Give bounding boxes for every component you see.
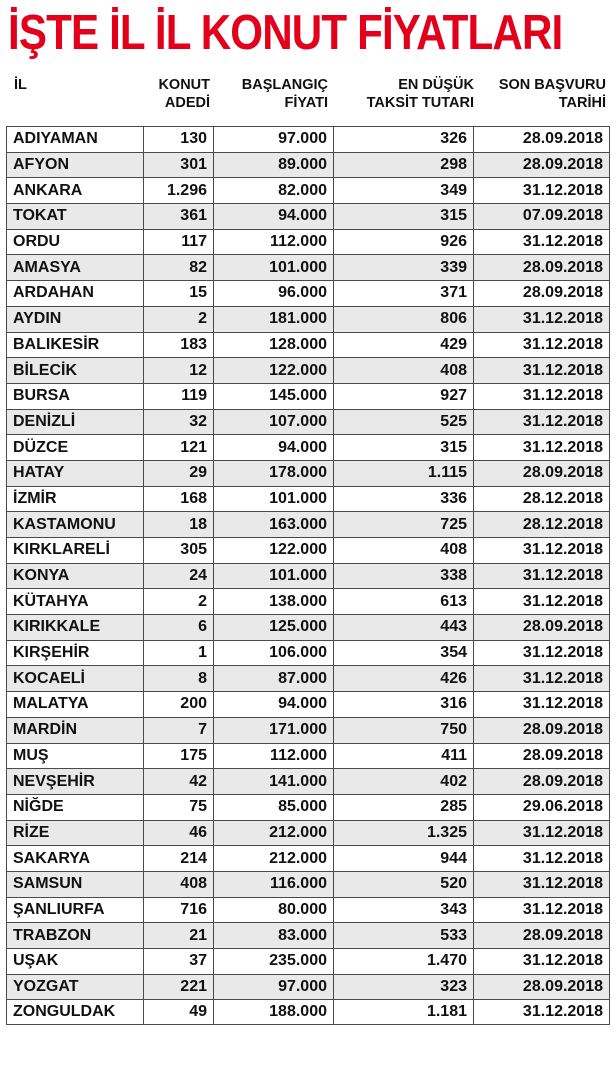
cell-konut-adedi: 408 [144, 871, 214, 897]
cell-baslangic-fiyati: 235.000 [214, 948, 334, 974]
cell-son-basvuru-tarihi: 28.09.2018 [474, 717, 610, 743]
cell-son-basvuru-tarihi: 28.09.2018 [474, 152, 610, 178]
table-row [6, 820, 610, 846]
header-il [14, 76, 27, 94]
cell-son-basvuru-tarihi: 31.12.2018 [474, 691, 610, 717]
cell-il: MUŞ [6, 743, 144, 769]
cell-baslangic-fiyati: 96.000 [214, 280, 334, 306]
cell-baslangic-fiyati: 87.000 [214, 665, 334, 691]
table-row [6, 383, 610, 409]
cell-son-basvuru-tarihi: 31.12.2018 [474, 357, 610, 383]
cell-konut-adedi: 716 [144, 897, 214, 923]
cell-son-basvuru-tarihi: 31.12.2018 [474, 820, 610, 846]
cell-konut-adedi: 119 [144, 383, 214, 409]
cell-taksit-tutari: 725 [334, 511, 474, 537]
cell-taksit-tutari: 443 [334, 614, 474, 640]
table-row [6, 665, 610, 691]
cell-taksit-tutari: 806 [334, 306, 474, 332]
cell-konut-adedi: 18 [144, 511, 214, 537]
cell-konut-adedi: 200 [144, 691, 214, 717]
cell-il: KIRKLARELİ [6, 537, 144, 563]
cell-il: KASTAMONU [6, 511, 144, 537]
cell-son-basvuru-tarihi: 28.09.2018 [474, 768, 610, 794]
cell-baslangic-fiyati: 145.000 [214, 383, 334, 409]
cell-son-basvuru-tarihi: 31.12.2018 [474, 332, 610, 358]
cell-taksit-tutari: 944 [334, 845, 474, 871]
cell-il: MALATYA [6, 691, 144, 717]
cell-baslangic-fiyati: 112.000 [214, 229, 334, 255]
header-fiyat-line-1: BAŞLANGIÇ [241, 77, 328, 93]
cell-baslangic-fiyati: 82.000 [214, 177, 334, 203]
header-en-dusuk-taksit [348, 76, 474, 112]
table-row [6, 486, 610, 512]
table-row [6, 871, 610, 897]
cell-il: ŞANLIURFA [6, 897, 144, 923]
cell-baslangic-fiyati: 122.000 [214, 537, 334, 563]
cell-taksit-tutari: 533 [334, 922, 474, 948]
cell-son-basvuru-tarihi: 31.12.2018 [474, 409, 610, 435]
cell-konut-adedi: 12 [144, 357, 214, 383]
table-row [6, 357, 610, 383]
cell-baslangic-fiyati: 125.000 [214, 614, 334, 640]
cell-il: UŞAK [6, 948, 144, 974]
cell-baslangic-fiyati: 94.000 [214, 434, 334, 460]
cell-son-basvuru-tarihi: 31.12.2018 [474, 871, 610, 897]
cell-konut-adedi: 1 [144, 640, 214, 666]
cell-taksit-tutari: 426 [334, 665, 474, 691]
table-row [6, 743, 610, 769]
table-row [6, 511, 610, 537]
cell-taksit-tutari: 315 [334, 203, 474, 229]
cell-taksit-tutari: 520 [334, 871, 474, 897]
cell-baslangic-fiyati: 106.000 [214, 640, 334, 666]
cell-il: NİĞDE [6, 794, 144, 820]
cell-son-basvuru-tarihi: 31.12.2018 [474, 665, 610, 691]
cell-konut-adedi: 46 [144, 820, 214, 846]
table-row [6, 306, 610, 332]
table-row [6, 794, 610, 820]
cell-baslangic-fiyati: 112.000 [214, 743, 334, 769]
cell-konut-adedi: 168 [144, 486, 214, 512]
header-son-basvuru-tarihi [484, 76, 606, 112]
cell-son-basvuru-tarihi: 31.12.2018 [474, 229, 610, 255]
cell-konut-adedi: 221 [144, 974, 214, 1000]
table-row [6, 177, 610, 203]
cell-il: TOKAT [6, 203, 144, 229]
cell-konut-adedi: 214 [144, 845, 214, 871]
cell-taksit-tutari: 927 [334, 383, 474, 409]
cell-konut-adedi: 42 [144, 768, 214, 794]
cell-konut-adedi: 183 [144, 332, 214, 358]
table-row [6, 948, 610, 974]
cell-baslangic-fiyati: 94.000 [214, 691, 334, 717]
cell-il: ARDAHAN [6, 280, 144, 306]
cell-il: KIRŞEHİR [6, 640, 144, 666]
cell-taksit-tutari: 613 [334, 588, 474, 614]
cell-son-basvuru-tarihi: 28.09.2018 [474, 922, 610, 948]
table-row [6, 434, 610, 460]
cell-son-basvuru-tarihi: 31.12.2018 [474, 537, 610, 563]
cell-son-basvuru-tarihi: 31.12.2018 [474, 306, 610, 332]
cell-konut-adedi: 301 [144, 152, 214, 178]
cell-son-basvuru-tarihi: 31.12.2018 [474, 434, 610, 460]
header-fiyat-line-2: FİYATI [284, 95, 328, 111]
cell-baslangic-fiyati: 101.000 [214, 486, 334, 512]
table-row [6, 409, 610, 435]
cell-baslangic-fiyati: 188.000 [214, 999, 334, 1025]
cell-baslangic-fiyati: 138.000 [214, 588, 334, 614]
cell-taksit-tutari: 354 [334, 640, 474, 666]
cell-son-basvuru-tarihi: 28.12.2018 [474, 486, 610, 512]
cell-baslangic-fiyati: 101.000 [214, 563, 334, 589]
cell-son-basvuru-tarihi: 31.12.2018 [474, 845, 610, 871]
cell-konut-adedi: 6 [144, 614, 214, 640]
cell-konut-adedi: 361 [144, 203, 214, 229]
cell-il: RİZE [6, 820, 144, 846]
cell-taksit-tutari: 408 [334, 537, 474, 563]
cell-baslangic-fiyati: 141.000 [214, 768, 334, 794]
cell-il: BİLECİK [6, 357, 144, 383]
cell-son-basvuru-tarihi: 28.09.2018 [474, 126, 610, 152]
cell-il: YOZGAT [6, 974, 144, 1000]
cell-konut-adedi: 1.296 [144, 177, 214, 203]
cell-il: SAKARYA [6, 845, 144, 871]
cell-konut-adedi: 82 [144, 254, 214, 280]
cell-konut-adedi: 29 [144, 460, 214, 486]
cell-il: BALIKESİR [6, 332, 144, 358]
table-row [6, 203, 610, 229]
table-row [6, 691, 610, 717]
table-row [6, 614, 610, 640]
table-row [6, 254, 610, 280]
cell-taksit-tutari: 315 [334, 434, 474, 460]
header-il-line-1: İL [14, 77, 27, 93]
table-row [6, 280, 610, 306]
cell-baslangic-fiyati: 163.000 [214, 511, 334, 537]
cell-taksit-tutari: 1.470 [334, 948, 474, 974]
cell-son-basvuru-tarihi: 07.09.2018 [474, 203, 610, 229]
table-row [6, 537, 610, 563]
cell-il: BURSA [6, 383, 144, 409]
cell-son-basvuru-tarihi: 28.09.2018 [474, 280, 610, 306]
cell-baslangic-fiyati: 128.000 [214, 332, 334, 358]
header-konut-line-2: ADEDİ [164, 95, 210, 111]
cell-son-basvuru-tarihi: 28.09.2018 [474, 460, 610, 486]
cell-taksit-tutari: 1.325 [334, 820, 474, 846]
cell-taksit-tutari: 429 [334, 332, 474, 358]
table-row [6, 563, 610, 589]
header-tarih-line-1: SON BAŞVURU [498, 77, 606, 93]
cell-baslangic-fiyati: 212.000 [214, 845, 334, 871]
cell-konut-adedi: 305 [144, 537, 214, 563]
cell-konut-adedi: 15 [144, 280, 214, 306]
cell-taksit-tutari: 298 [334, 152, 474, 178]
cell-il: İZMİR [6, 486, 144, 512]
page-title: İŞTE İL İL KONUT FİYATLARI [8, 6, 563, 60]
cell-son-basvuru-tarihi: 31.12.2018 [474, 177, 610, 203]
cell-konut-adedi: 75 [144, 794, 214, 820]
cell-konut-adedi: 32 [144, 409, 214, 435]
cell-taksit-tutari: 1.115 [334, 460, 474, 486]
table-row [6, 332, 610, 358]
cell-konut-adedi: 2 [144, 588, 214, 614]
cell-son-basvuru-tarihi: 31.12.2018 [474, 640, 610, 666]
cell-baslangic-fiyati: 83.000 [214, 922, 334, 948]
cell-il: KÜTAHYA [6, 588, 144, 614]
header-tarih-line-2: TARİHİ [558, 95, 606, 111]
cell-konut-adedi: 24 [144, 563, 214, 589]
header-konut-adedi [144, 76, 210, 112]
cell-taksit-tutari: 402 [334, 768, 474, 794]
cell-baslangic-fiyati: 178.000 [214, 460, 334, 486]
housing-price-table [6, 126, 610, 1025]
cell-son-basvuru-tarihi: 31.12.2018 [474, 588, 610, 614]
cell-son-basvuru-tarihi: 31.12.2018 [474, 948, 610, 974]
cell-taksit-tutari: 371 [334, 280, 474, 306]
cell-baslangic-fiyati: 212.000 [214, 820, 334, 846]
cell-il: ORDU [6, 229, 144, 255]
table-row [6, 922, 610, 948]
table-row [6, 229, 610, 255]
cell-taksit-tutari: 750 [334, 717, 474, 743]
cell-il: KOCAELİ [6, 665, 144, 691]
table-row [6, 897, 610, 923]
cell-son-basvuru-tarihi: 28.09.2018 [474, 743, 610, 769]
cell-taksit-tutari: 926 [334, 229, 474, 255]
cell-son-basvuru-tarihi: 28.09.2018 [474, 974, 610, 1000]
cell-taksit-tutari: 316 [334, 691, 474, 717]
cell-baslangic-fiyati: 94.000 [214, 203, 334, 229]
cell-konut-adedi: 7 [144, 717, 214, 743]
cell-taksit-tutari: 525 [334, 409, 474, 435]
table-row [6, 126, 610, 152]
cell-il: TRABZON [6, 922, 144, 948]
cell-taksit-tutari: 349 [334, 177, 474, 203]
cell-taksit-tutari: 343 [334, 897, 474, 923]
cell-konut-adedi: 8 [144, 665, 214, 691]
table-row [6, 588, 610, 614]
cell-baslangic-fiyati: 181.000 [214, 306, 334, 332]
cell-taksit-tutari: 408 [334, 357, 474, 383]
cell-il: KONYA [6, 563, 144, 589]
cell-baslangic-fiyati: 171.000 [214, 717, 334, 743]
table-row [6, 845, 610, 871]
cell-il: ADIYAMAN [6, 126, 144, 152]
cell-il: NEVŞEHİR [6, 768, 144, 794]
table-row [6, 768, 610, 794]
table-row [6, 999, 610, 1025]
cell-baslangic-fiyati: 97.000 [214, 974, 334, 1000]
cell-konut-adedi: 117 [144, 229, 214, 255]
cell-son-basvuru-tarihi: 28.09.2018 [474, 254, 610, 280]
cell-taksit-tutari: 285 [334, 794, 474, 820]
cell-il: DÜZCE [6, 434, 144, 460]
header-konut-line-1: KONUT [158, 77, 210, 93]
cell-taksit-tutari: 326 [334, 126, 474, 152]
cell-konut-adedi: 2 [144, 306, 214, 332]
cell-baslangic-fiyati: 116.000 [214, 871, 334, 897]
cell-taksit-tutari: 411 [334, 743, 474, 769]
cell-il: ANKARA [6, 177, 144, 203]
cell-baslangic-fiyati: 89.000 [214, 152, 334, 178]
cell-son-basvuru-tarihi: 28.09.2018 [474, 614, 610, 640]
header-taksit-line-1: EN DÜŞÜK [398, 77, 474, 93]
cell-il: AYDIN [6, 306, 144, 332]
cell-baslangic-fiyati: 85.000 [214, 794, 334, 820]
cell-son-basvuru-tarihi: 31.12.2018 [474, 999, 610, 1025]
cell-taksit-tutari: 338 [334, 563, 474, 589]
cell-il: HATAY [6, 460, 144, 486]
table-row [6, 152, 610, 178]
cell-il: AMASYA [6, 254, 144, 280]
cell-il: AFYON [6, 152, 144, 178]
cell-baslangic-fiyati: 97.000 [214, 126, 334, 152]
table-row [6, 717, 610, 743]
cell-konut-adedi: 49 [144, 999, 214, 1025]
cell-baslangic-fiyati: 107.000 [214, 409, 334, 435]
cell-il: DENİZLİ [6, 409, 144, 435]
cell-son-basvuru-tarihi: 29.06.2018 [474, 794, 610, 820]
cell-baslangic-fiyati: 122.000 [214, 357, 334, 383]
cell-il: KIRIKKALE [6, 614, 144, 640]
cell-son-basvuru-tarihi: 31.12.2018 [474, 383, 610, 409]
table-body [6, 126, 610, 1025]
cell-il: ZONGULDAK [6, 999, 144, 1025]
table-row [6, 460, 610, 486]
cell-baslangic-fiyati: 101.000 [214, 254, 334, 280]
cell-baslangic-fiyati: 80.000 [214, 897, 334, 923]
cell-il: MARDİN [6, 717, 144, 743]
cell-son-basvuru-tarihi: 28.12.2018 [474, 511, 610, 537]
table-row [6, 640, 610, 666]
cell-taksit-tutari: 1.181 [334, 999, 474, 1025]
cell-konut-adedi: 37 [144, 948, 214, 974]
cell-konut-adedi: 130 [144, 126, 214, 152]
cell-konut-adedi: 21 [144, 922, 214, 948]
cell-taksit-tutari: 336 [334, 486, 474, 512]
table-header [6, 66, 610, 124]
header-baslangic-fiyati [232, 76, 328, 112]
cell-son-basvuru-tarihi: 31.12.2018 [474, 897, 610, 923]
header-taksit-line-2: TAKSİT TUTARI [366, 95, 474, 111]
cell-taksit-tutari: 339 [334, 254, 474, 280]
cell-son-basvuru-tarihi: 31.12.2018 [474, 563, 610, 589]
cell-taksit-tutari: 323 [334, 974, 474, 1000]
cell-konut-adedi: 121 [144, 434, 214, 460]
table-row [6, 974, 610, 1000]
cell-konut-adedi: 175 [144, 743, 214, 769]
cell-il: SAMSUN [6, 871, 144, 897]
